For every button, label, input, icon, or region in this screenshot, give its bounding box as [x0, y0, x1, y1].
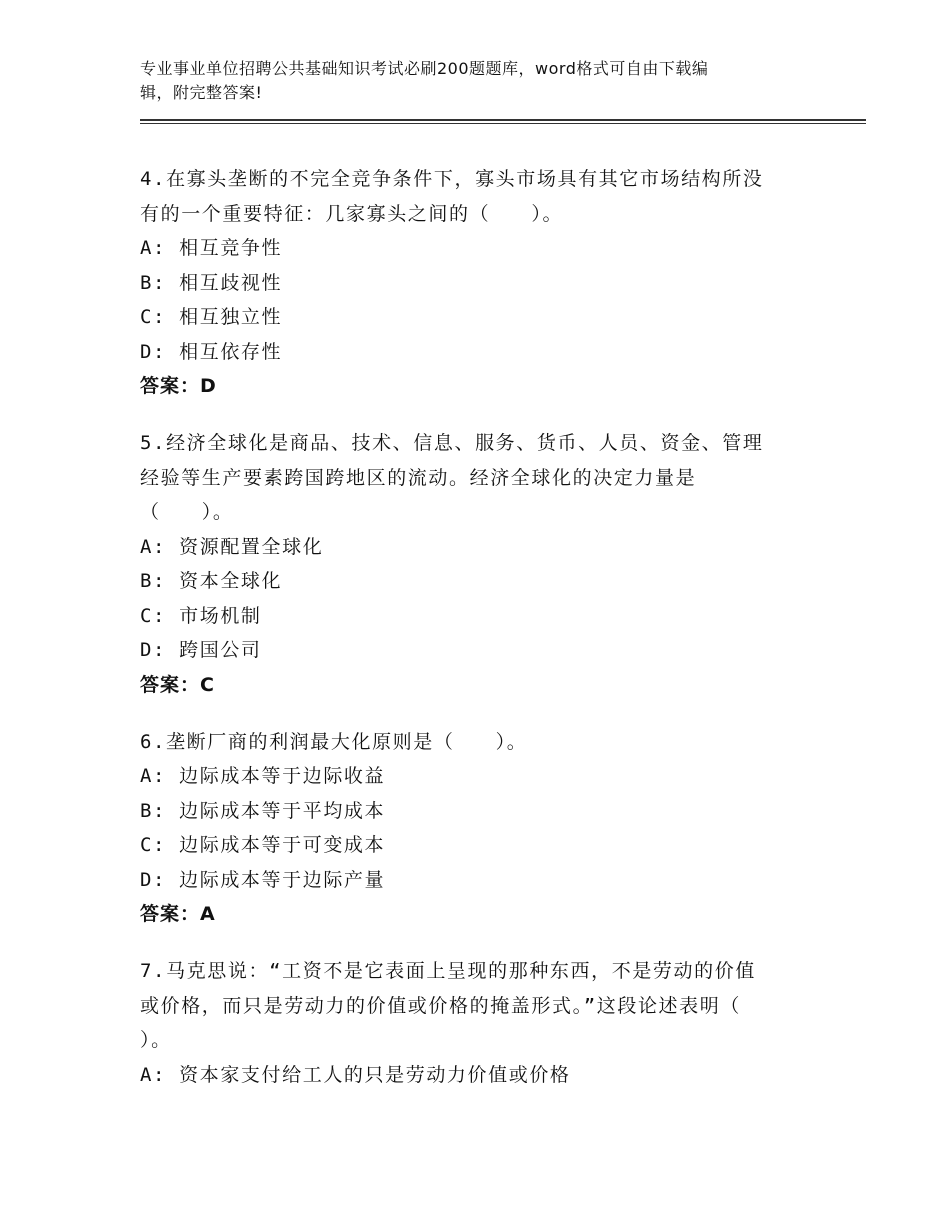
question-stem-line: ）。	[140, 1029, 172, 1051]
option-b: B: 资本全球化	[140, 570, 283, 592]
question-6	[140, 725, 820, 932]
option-c: C: 市场机制	[140, 604, 262, 627]
option-d: D: 边际成本等于边际产量	[140, 868, 386, 891]
question-list	[140, 162, 820, 1115]
question-stem-line: 有的一个重要特征：几家寡头之间的（ ）。	[140, 202, 564, 225]
option-a: A: 相互竞争性	[140, 237, 283, 259]
option-a: A: 资源配置全球化	[140, 535, 324, 558]
question-stem-line: 6.垄断厂商的利润最大化原则是（ ）。	[140, 730, 528, 753]
question-7	[140, 954, 820, 1092]
question-stem-line: 7.马克思说：“工资不是它表面上呈现的那种东西，不是劳动的价值	[140, 960, 756, 982]
question-stem-line: 5.经济全球化是商品、技术、信息、服务、货币、人员、资金、管理	[140, 432, 764, 454]
header-line-1: 专业事业单位招聘公共基础知识考试必刷200题题库，word格式可自由下载编	[140, 59, 709, 78]
page-header	[140, 57, 790, 105]
question-stem-line: 经验等生产要素跨国跨地区的流动。经济全球化的决定力量是	[140, 466, 697, 489]
option-c: C: 边际成本等于可变成本	[140, 834, 386, 856]
question-4	[140, 162, 820, 403]
option-a: A: 边际成本等于边际收益	[140, 765, 386, 787]
option-b: B: 相互歧视性	[140, 271, 283, 294]
option-c: C: 相互独立性	[140, 306, 283, 328]
question-5	[140, 426, 820, 702]
option-d: D: 跨国公司	[140, 639, 262, 661]
header-line-2: 辑，附完整答案!	[140, 83, 263, 102]
answer-label: 答案：A	[140, 903, 216, 925]
answer-label: 答案：D	[140, 375, 217, 397]
option-b: B: 边际成本等于平均成本	[140, 799, 386, 822]
answer-label: 答案：C	[140, 673, 215, 696]
header-divider	[140, 119, 866, 125]
question-stem-line: 或价格，而只是劳动力的价值或价格的掩盖形式。”这段论述表明（	[140, 994, 741, 1017]
question-stem-line: 4.在寡头垄断的不完全竞争条件下，寡头市场具有其它市场结构所没	[140, 168, 764, 190]
question-stem-line: （ ）。	[140, 501, 234, 523]
option-d: D: 相互依存性	[140, 340, 283, 363]
option-a: A: 资本家支付给工人的只是劳动力价值或价格	[140, 1063, 571, 1086]
